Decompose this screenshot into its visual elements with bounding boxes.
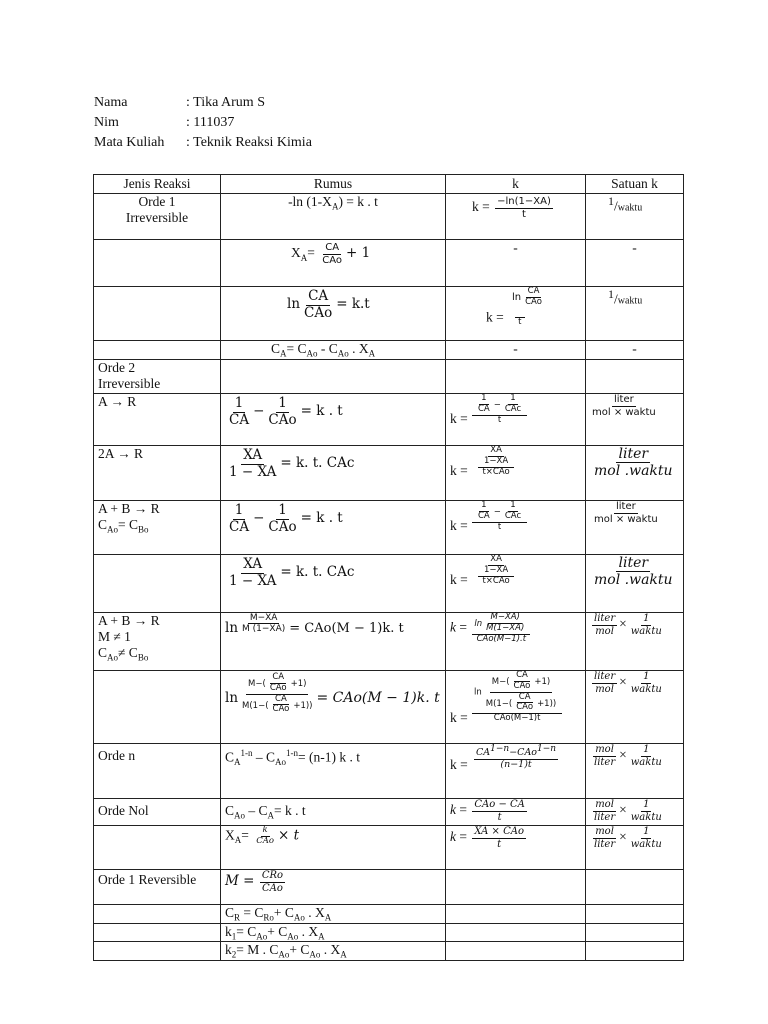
k-equals: k = xyxy=(450,518,468,534)
reaction-order: Orde 2 xyxy=(98,360,136,375)
formula-cell: -ln $(1-X_A) = k$ . t xyxy=(221,194,446,240)
unit-cell: $\frac{\text{mol}}{\text{liter}}$ × $\frac{1}{\text{waktu}}$ xyxy=(586,799,684,826)
empty-cell xyxy=(446,942,586,961)
k-cell: - xyxy=(446,341,586,360)
formula-cell: $X_A=$ $\frac{CA}{\text{CAo}}$ + 1 xyxy=(221,240,446,287)
k-equals: k = xyxy=(472,199,490,215)
reaction-type: Orde Nol xyxy=(94,799,221,826)
reaction-type: A → R xyxy=(94,394,221,446)
table-row xyxy=(94,446,684,501)
table-row xyxy=(94,613,684,671)
k-cell xyxy=(446,194,586,240)
table-row xyxy=(94,194,684,240)
unit-cell: $^1$/waktu xyxy=(586,194,684,240)
formula-cell: ln $\frac{CA}{\text{CAo}}$ = k.t xyxy=(221,287,446,341)
table-row xyxy=(94,942,684,961)
empty-cell xyxy=(586,942,684,961)
reaction-table xyxy=(93,174,684,961)
table-row xyxy=(94,240,684,287)
k-cell: k = ln $\frac{M-XA)}{M(1-XA)}$ CAo(M−1).t xyxy=(446,613,586,671)
table-row xyxy=(94,287,684,341)
empty-cell xyxy=(446,923,586,942)
formula-cell: ln $^{\frac{M-XA}{M (1-XA)}}$ = CAo(M − 1)k. t xyxy=(221,613,446,671)
empty-cell xyxy=(94,905,221,924)
formula-cell: $\frac{XA}{1 - XA}$ = k. t. CAc xyxy=(221,555,446,613)
name-value: : Tika Arum S xyxy=(186,95,265,110)
course-value: : Teknik Reaksi Kimia xyxy=(186,135,312,150)
k-cell: k = $\frac{\text{XA × CAo}}{t}$ xyxy=(446,826,586,870)
formula-cell: $C_{Ao} - C_A= k$ . t xyxy=(221,799,446,826)
unit-cell: - xyxy=(586,240,684,287)
col-header-type: Jenis Reaksi xyxy=(94,175,221,194)
reaction-condition: $C_{Ao}= C_{Bo}$ xyxy=(98,517,149,535)
reaction-kind: Irreversible xyxy=(98,376,161,391)
table-row xyxy=(94,870,684,905)
formula-cell: $k_2= M$ . $C_{Ao}+ C_{Ao}$ . $X_A$ xyxy=(221,942,446,961)
unit-cell xyxy=(586,394,684,446)
reaction-kind: Irreversible xyxy=(125,210,189,225)
empty-cell xyxy=(221,360,446,394)
empty-cell xyxy=(94,671,221,744)
k-cell: $\frac{CA^{1-n}-CAo^{1-n}}{(n-1)t}$ k = xyxy=(446,744,586,799)
empty-cell xyxy=(94,287,221,341)
empty-cell xyxy=(586,360,684,394)
empty-cell xyxy=(94,923,221,942)
formula-cell: $C_A^{1-n} - C_{Ao}^{1-n}= (n-1)$ k . t xyxy=(221,744,446,799)
k-cell: ln $\frac{CA}{\text{CAo}}$ k = t xyxy=(446,287,586,341)
unit-cell xyxy=(586,501,684,555)
reaction-m-condition: M ≠ 1 xyxy=(98,629,131,644)
empty-cell xyxy=(446,360,586,394)
unit-denominator: mol .waktu xyxy=(594,463,673,480)
table-row xyxy=(94,826,684,870)
k-equals: k = xyxy=(450,411,468,427)
unit-liter: liter xyxy=(613,394,634,405)
name-label: Nama xyxy=(94,95,128,110)
formula-cell: $C_A= C_{Ao} - C_{Ao}$ . $X_A$ xyxy=(221,341,446,360)
k-cell: $\frac{\frac{XA}{1-XA}}{\text{t×CAo}}$ k = xyxy=(446,446,586,501)
formula-cell: $\frac{1}{CA}$ − $\frac{1}{\text{CAo}}$ = k . t xyxy=(221,501,446,555)
k-equals: k = xyxy=(486,308,504,324)
reaction-type: 2A → R xyxy=(94,446,221,501)
unit-cell xyxy=(586,446,684,501)
reaction-type xyxy=(94,360,221,394)
k-cell: $\frac{\frac{XA}{1-XA}}{\text{t×CAo}}$ k = xyxy=(446,555,586,613)
reaction-equation: A + B → R xyxy=(98,613,160,628)
col-header-formula: Rumus xyxy=(221,175,446,194)
nim-value: : 111037 xyxy=(186,115,235,130)
formula-cell: $\frac{XA}{1 - XA}$ = k. t. CAc xyxy=(221,446,446,501)
table-row xyxy=(94,744,684,799)
table-row xyxy=(94,923,684,942)
k-cell: $\frac{1}{CA}$ − $\frac{1}{\text{CAc}}$ t k = xyxy=(446,501,586,555)
table-row xyxy=(94,671,684,744)
reaction-type xyxy=(94,194,221,240)
student-info xyxy=(94,93,312,153)
col-header-k: k xyxy=(446,175,586,194)
formula-cell: $X_A=$ $\frac{k}{\text{CAo}}$ × t xyxy=(221,826,446,870)
table-row xyxy=(94,501,684,555)
unit-waktu: waktu xyxy=(617,202,643,214)
empty-cell xyxy=(94,240,221,287)
empty-cell xyxy=(586,923,684,942)
col-header-unit: Satuan k xyxy=(586,175,684,194)
formula-cell: ln $^{M-( \frac{CA}{\text{CAo}} +1) M(1-( \frac{CA}{\text{CAo}} +1))}$ = CAo(M − 1)k. t xyxy=(221,671,446,744)
table-row xyxy=(94,394,684,446)
empty-cell xyxy=(94,826,221,870)
formula-cell: $\frac{1}{CA}$ − $\frac{1}{\text{CAo}}$ = k . t xyxy=(221,394,446,446)
reaction-order: Orde 1 xyxy=(138,194,176,209)
k-cell: k = $\frac{\text{CAo − CA}}{t}$ xyxy=(446,799,586,826)
empty-cell xyxy=(94,942,221,961)
unit-cell: $^1$/waktu xyxy=(586,287,684,341)
k-equals: k = xyxy=(450,709,468,725)
unit-cell: $\frac{\text{mol}}{\text{liter}}$ × $\frac{1}{\text{waktu}}$ xyxy=(586,826,684,870)
empty-cell xyxy=(446,870,586,905)
table-row xyxy=(94,799,684,826)
unit-waktu: waktu xyxy=(617,295,643,307)
k-equals: k = xyxy=(450,572,468,588)
reaction-type xyxy=(94,613,221,671)
empty-cell xyxy=(586,870,684,905)
unit-denominator: mol × waktu xyxy=(592,406,656,418)
reaction-type: Orde 1 Reversible xyxy=(94,870,221,905)
unit-cell: $\frac{\text{mol}}{\text{liter}}$ × $\frac{1}{\text{waktu}}$ xyxy=(586,744,684,799)
k-cell: ln M−( $\frac{CA}{\text{CAo}}$ +1) M(1−( $\frac{CA}{\text{CAo}}$ +1)) CAo(M−1)t k = xyxy=(446,671,586,744)
nim-label: Nim xyxy=(94,115,119,130)
k-cell: $\frac{1}{CA}$ − $\frac{1}{\text{CAc}}$ t k = xyxy=(446,394,586,446)
k-equals: k = xyxy=(450,463,468,479)
unit-cell: - xyxy=(586,341,684,360)
k-cell: - xyxy=(446,240,586,287)
formula-cell: $k_1= C_{Ao}+ C_{Ao}$ . $X_A$ xyxy=(221,923,446,942)
unit-cell: $\frac{\text{liter}}{\text{mol}}$ × $\frac{1}{\text{waktu}}$ xyxy=(586,613,684,671)
reaction-equation: A + B → R xyxy=(98,501,160,516)
empty-cell xyxy=(94,555,221,613)
formula-text: -ln (1-X xyxy=(288,194,332,209)
table-row xyxy=(94,555,684,613)
table-row xyxy=(94,905,684,924)
formula-cell: $C_R = C_{Ro}+ C_{Ao}$ . $X_A$ xyxy=(221,905,446,924)
k-fraction: $\frac{-\ln(1-XA)}{t}$ xyxy=(497,196,551,220)
unit-liter: liter xyxy=(615,501,636,512)
unit-denominator: mol × waktu xyxy=(594,513,658,525)
course-label: Mata Kuliah xyxy=(94,135,165,150)
formula-cell: M = $\frac{\text{CRo}}{\text{CAo}}$ xyxy=(221,870,446,905)
unit-liter: liter xyxy=(618,555,649,571)
empty-cell xyxy=(94,341,221,360)
table-row xyxy=(94,341,684,360)
formula-text-end: ) = k . t xyxy=(338,194,378,209)
unit-cell: $\frac{\text{liter}}{\text{mol}}$ × $\frac{1}{\text{waktu}}$ xyxy=(586,671,684,744)
unit-cell xyxy=(586,555,684,613)
reaction-type xyxy=(94,501,221,555)
table-header-row xyxy=(94,175,684,194)
table-row xyxy=(94,360,684,394)
reaction-condition: $C_{Ao}\ne C_{Bo}$ xyxy=(98,645,149,663)
k-equals: k = xyxy=(450,757,468,772)
unit-denominator: mol .waktu xyxy=(594,572,673,589)
unit-liter: liter xyxy=(618,446,649,462)
reaction-type: Orde n xyxy=(94,744,221,799)
empty-cell xyxy=(586,905,684,924)
empty-cell xyxy=(446,905,586,924)
